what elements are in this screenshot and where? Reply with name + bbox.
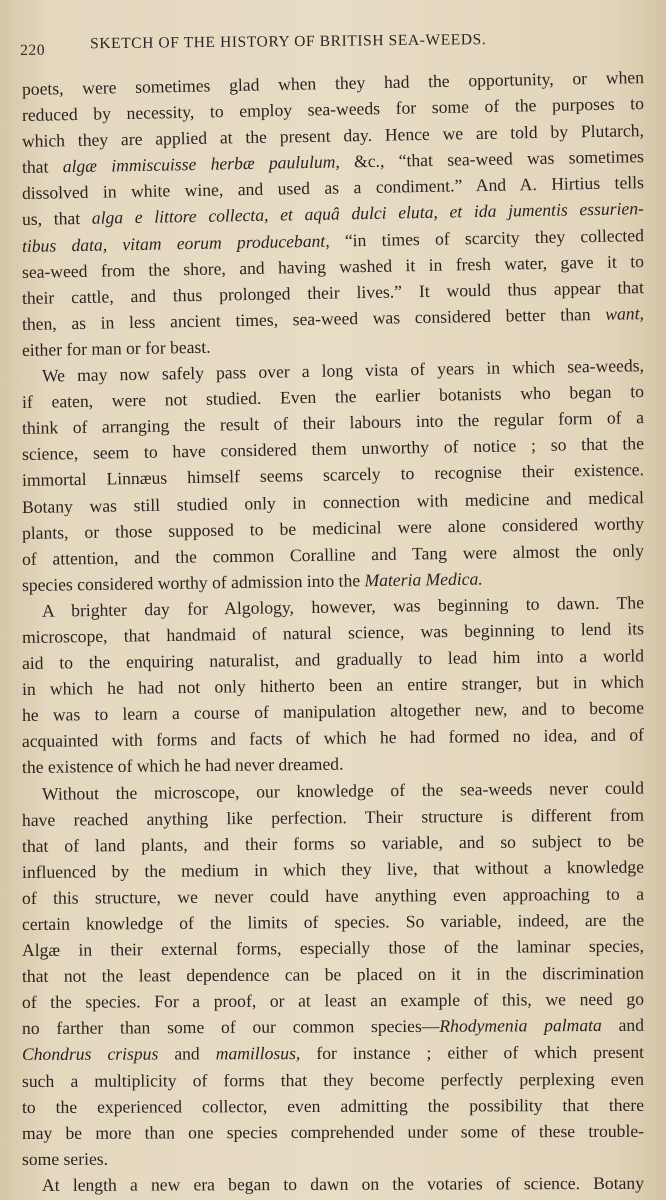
text-line: sea-weed from the shore, and having washed it in fresh water, gave it to <box>21 250 645 282</box>
body-text <box>21 67 645 1198</box>
text-line: may be more than one species comprehended under some of these trouble- <box>21 1120 645 1143</box>
text-line: of this structure, we never could have anything even approaching to a <box>21 883 645 908</box>
text-line: in which he had not only hitherto been an entire stranger, but in which <box>21 671 645 700</box>
text-line: acquainted with forms and facts of which he had formed no idea, and of <box>21 724 645 752</box>
text-line: he was to learn a course of manipulation altogether new, and to become <box>21 697 645 726</box>
text-line: reduced by necessity, to employ sea-weeds for some of the purposes to <box>21 93 645 126</box>
text-line: influenced by the medium in which they live, that without a knowledge <box>21 856 645 882</box>
text-line: us, that alga e littore collecta, et aquâ dulci eluta, et ida jumentis essurien- <box>21 198 645 230</box>
text-line: which they are applied at the present day. Hence we are told by Plutarch, <box>21 120 645 152</box>
text-line: that not the least dependence can be placed on it in the discrimination <box>21 962 645 987</box>
text-line: At length a new era began to dawn on the votaries of science. Botany <box>41 1172 645 1195</box>
text-line: such a multiplicity of forms that they become perfectly perplexing even <box>21 1068 645 1091</box>
text-line: immortal Linnæus himself seems scarcely to recognise their existence. <box>21 459 645 491</box>
text-line: poets, were sometimes glad when they had the opportunity, or when <box>21 67 645 99</box>
text-line: either for man or for beast. <box>21 336 211 360</box>
text-line: Algæ in their external forms, especially those of the laminar species, <box>21 935 645 961</box>
text-line: to the experienced collector, even admitting the possibility that there <box>21 1094 645 1117</box>
text-line: aid to the enquiring naturalist, and gradually to lead him into a world <box>21 645 645 674</box>
page-number: 220 <box>20 41 46 59</box>
text-line: We may now safely pass over a long vista of years in which sea-weeds, <box>41 355 645 386</box>
text-line: if eaten, were not studied. Even the earlier botanists who began to <box>21 381 645 413</box>
text-line: species considered worthy of admission into the Materia Medica. <box>21 568 483 595</box>
running-title: SKETCH OF THE HISTORY OF BRITISH SEA-WEEDS. <box>89 31 487 53</box>
text-line: Chondrus crispus and mamillosus, for instance ; either of which present <box>21 1042 645 1065</box>
text-line: of attention, and the common Coralline and Tang were almost the only <box>21 540 645 569</box>
text-line: some series. <box>21 1148 109 1169</box>
text-line: that algæ immiscuisse herbæ paululum, &c., “that sea-weed was sometimes <box>21 146 645 178</box>
text-line: certain knowledge of the limits of species. So variable, indeed, are the <box>21 909 645 934</box>
text-line: tibus data, vitam eorum producebant, “in times of scarcity they collected <box>21 224 645 256</box>
text-line: Without the microscope, our knowledge of the sea-weeds never could <box>41 777 645 804</box>
text-line: their cattle, and thus prolonged their lives.” It would thus appear that <box>21 276 645 308</box>
text-line: dissolved in white wine, and used as a condiment.” And A. Hirtius tells <box>21 172 645 204</box>
text-line: plants, or those supposed to be medicinal were alone considered worthy <box>21 512 645 543</box>
page-header <box>20 30 640 59</box>
text-line: that of land plants, and their forms so variable, and so subject to be <box>21 830 645 856</box>
text-line: science, seem to have considered them unworthy of notice ; so that the <box>21 433 645 465</box>
text-line: think of arranging the result of their labours into the regular form of a <box>21 407 645 439</box>
text-line: Botany was still studied only in connection with medicine and medical <box>21 486 645 517</box>
text-line: have reached anything like perfection. Their structure is different from <box>21 804 645 830</box>
text-line: no farther than some of our common species—Rhodymenia palmata and <box>21 1015 645 1039</box>
text-line: then, as in less ancient times, sea-weed was considered better than want, <box>21 302 645 334</box>
text-line: microscope, that handmaid of natural science, was beginning to lend its <box>21 618 645 647</box>
text-line: the existence of which he had never dreamed. <box>21 754 344 778</box>
text-line: A brighter day for Algology, however, was beginning to dawn. The <box>41 592 645 621</box>
text-line: of the species. For a proof, or at least an example of this, we need go <box>21 989 645 1013</box>
